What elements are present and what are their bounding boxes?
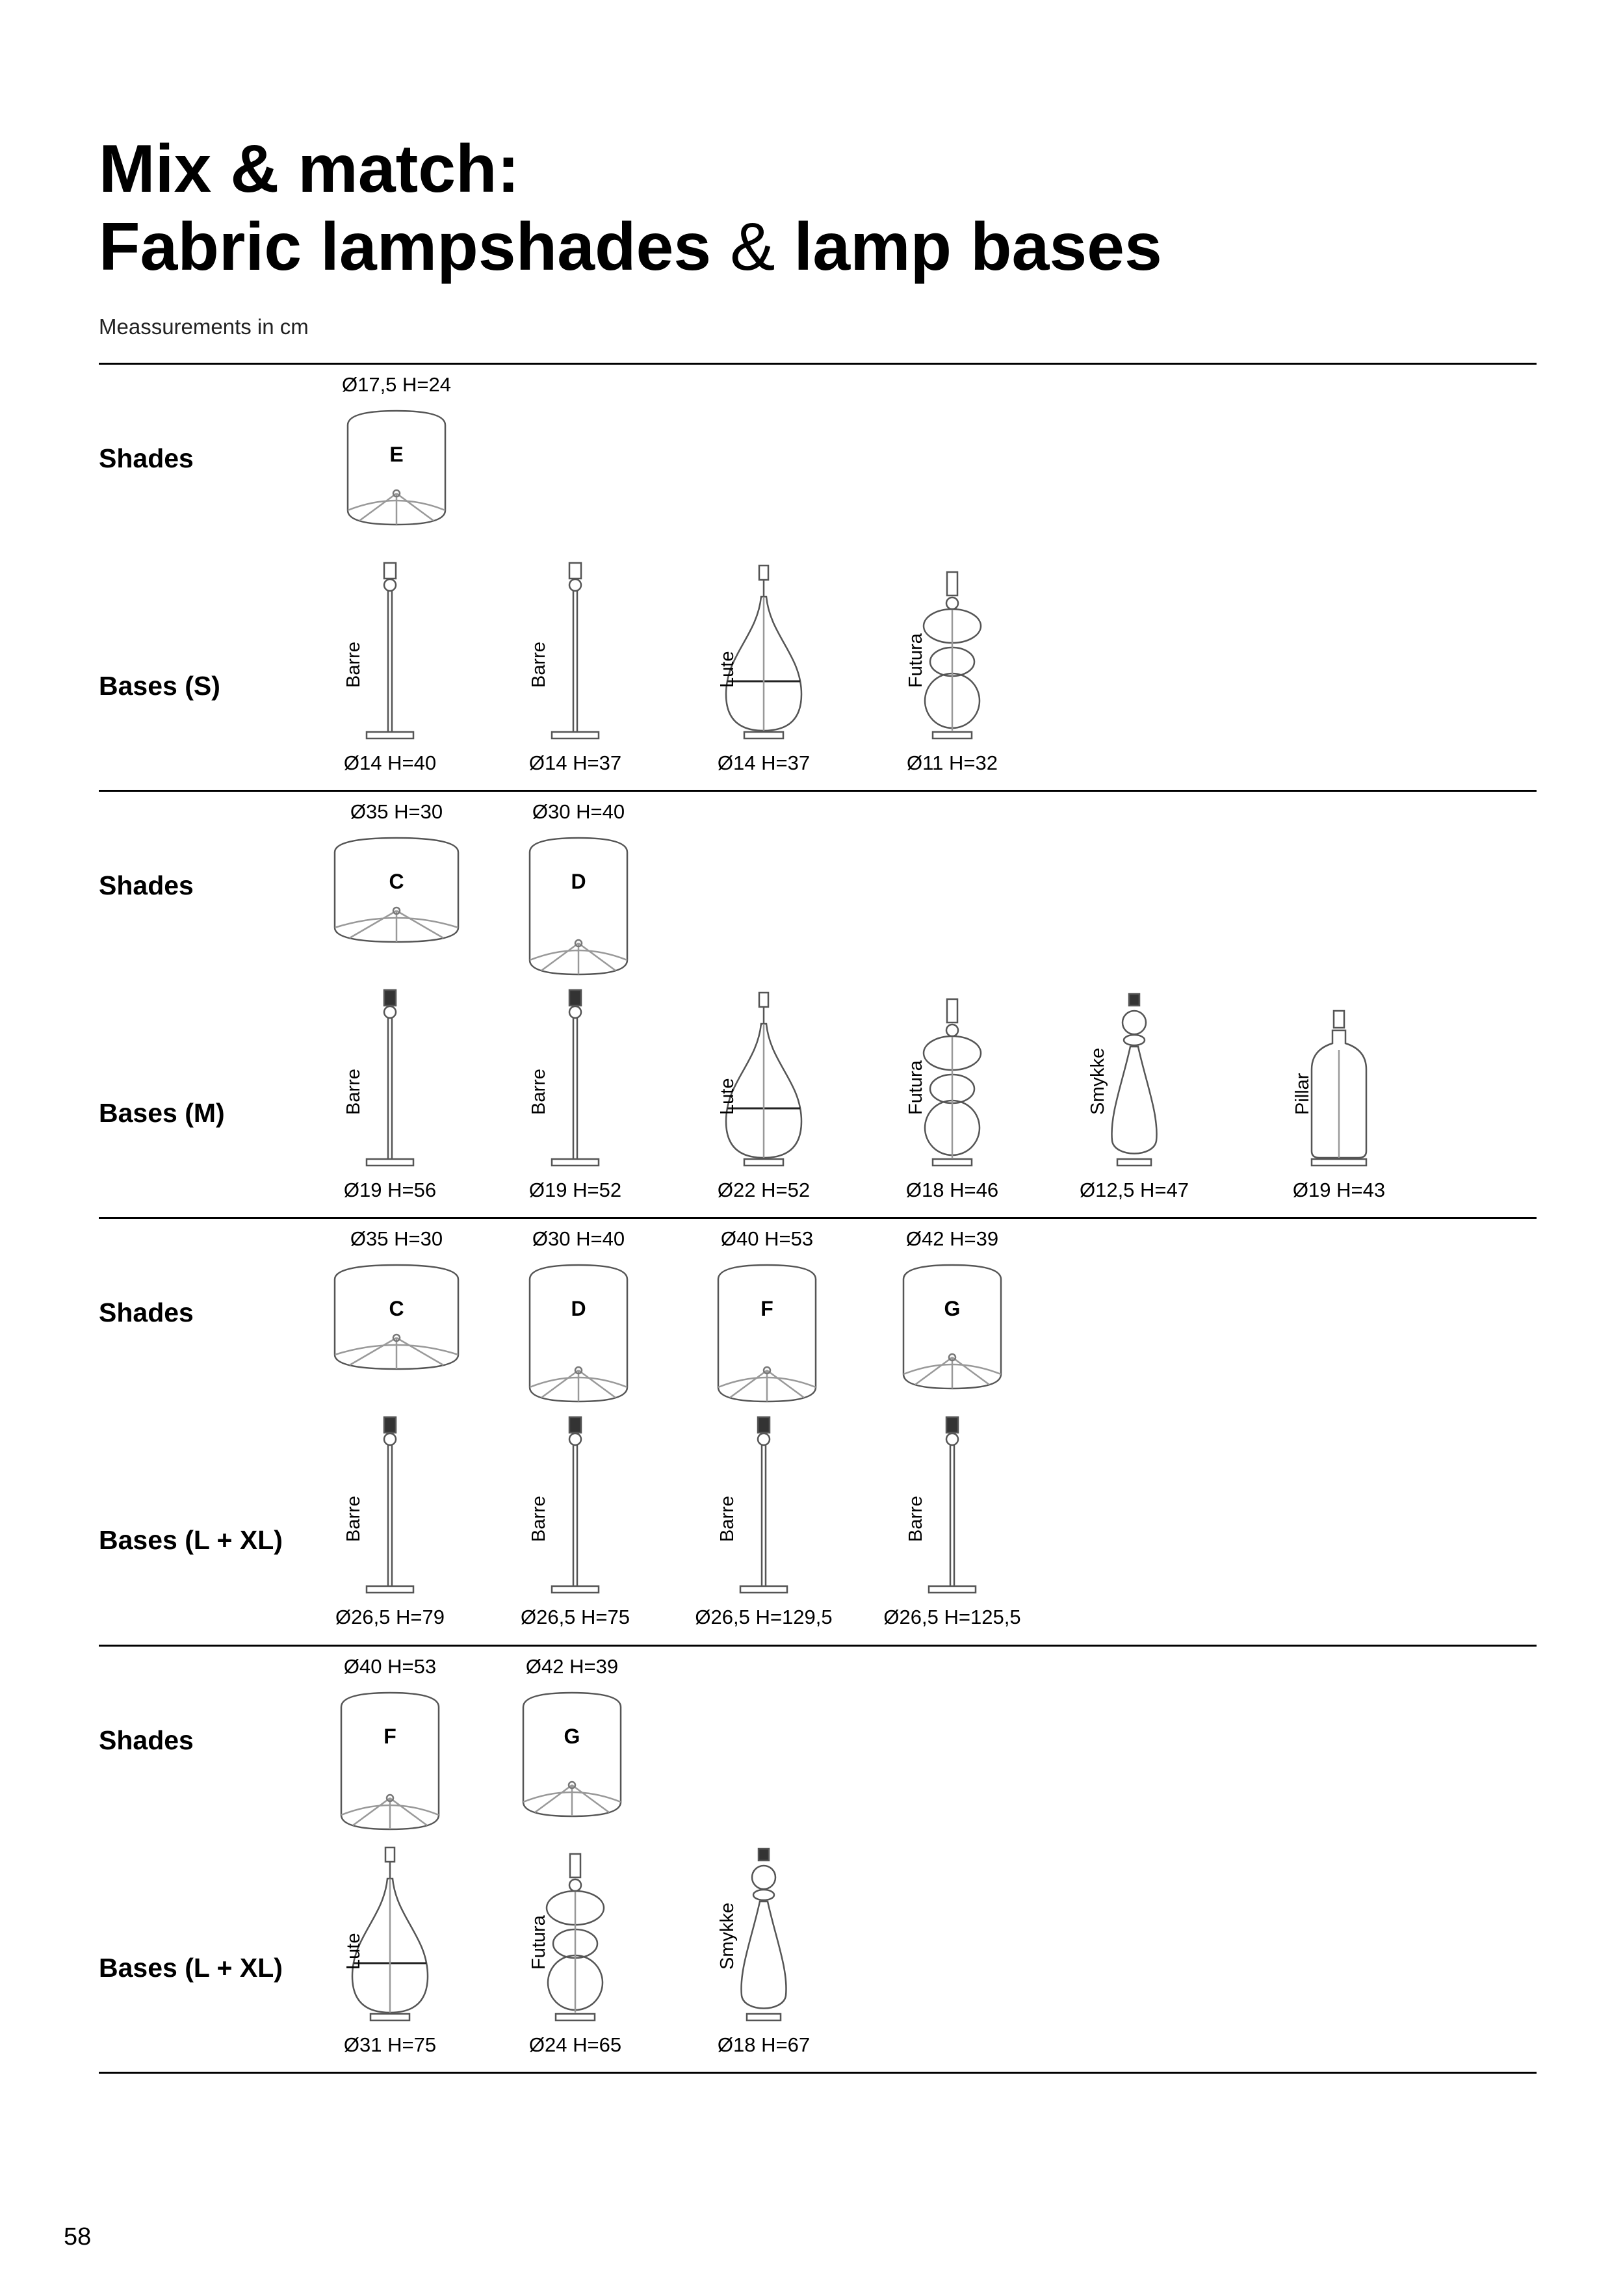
lampshade-drawing	[333, 1264, 460, 1370]
base-name-label: Futura	[905, 633, 926, 688]
shades-row-label: Shades	[99, 443, 194, 473]
page-number: 58	[64, 2223, 92, 2250]
base-name-label: Barre	[905, 1496, 926, 1542]
base-name-label: Barre	[343, 1496, 364, 1542]
divider	[99, 1645, 1537, 1647]
shade-measurement: Ø30 H=40	[532, 1227, 625, 1250]
base-name-label: Barre	[717, 1496, 738, 1542]
lampshade-drawing	[522, 1691, 622, 1818]
base-measurement: Ø19 H=52	[528, 1179, 622, 1201]
base-name-label: Barre	[343, 1069, 364, 1115]
base-name-label: Pillar	[1292, 1073, 1313, 1115]
base-name-label: Smykke	[1087, 1047, 1108, 1115]
base-measurement: Ø18 H=46	[905, 1179, 999, 1201]
bases-row-label: Bases (L + XL)	[99, 1953, 283, 1983]
bases-row-label: Bases (L + XL)	[99, 1525, 283, 1555]
bases-row-label: Bases (S)	[99, 671, 220, 701]
shade-letter: D	[571, 870, 586, 893]
base-name-label: Futura	[905, 1060, 926, 1115]
shades-row-label: Shades	[99, 1725, 194, 1755]
lampshade-drawing	[340, 1691, 440, 1831]
lampshade-drawing	[346, 410, 447, 526]
lampshade-drawing	[717, 1264, 817, 1403]
shades-row-label: Shades	[99, 870, 194, 900]
base-name-label: Lute	[717, 1078, 738, 1115]
bases-row-label: Bases (M)	[99, 1098, 225, 1128]
base-measurement: Ø19 H=56	[343, 1179, 437, 1201]
lampshade-drawing	[902, 1264, 1002, 1390]
divider	[99, 363, 1537, 365]
page-title	[99, 130, 1162, 286]
shade-letter: G	[564, 1725, 580, 1748]
base-measurement: Ø26,5 H=129,5	[695, 1606, 833, 1628]
base-measurement: Ø26,5 H=75	[520, 1606, 630, 1628]
base-measurement: Ø24 H=65	[528, 2033, 622, 2056]
shade-measurement: Ø40 H=53	[720, 1227, 814, 1250]
title-line-2	[99, 208, 1162, 286]
shade-letter: C	[389, 870, 404, 893]
divider	[99, 1217, 1537, 1219]
base-measurement: Ø14 H=37	[528, 751, 622, 774]
title-line-1: Mix & match:	[99, 131, 520, 207]
shade-measurement: Ø40 H=53	[343, 1655, 437, 1678]
shade-measurement: Ø35 H=30	[350, 800, 443, 823]
shade-letter: F	[760, 1297, 773, 1320]
base-name-label: Smykke	[717, 1902, 738, 1970]
title-ampersand: &	[730, 209, 775, 285]
base-name-label: Lute	[343, 1933, 364, 1970]
base-measurement: Ø31 H=75	[343, 2033, 437, 2056]
base-name-label: Futura	[528, 1915, 549, 1970]
base-measurement: Ø12,5 H=47	[1079, 1179, 1189, 1201]
shade-letter: F	[383, 1725, 396, 1748]
base-measurement: Ø14 H=37	[717, 751, 811, 774]
shades-row-label: Shades	[99, 1298, 194, 1327]
base-name-label: Barre	[528, 642, 549, 688]
shade-letter: C	[389, 1297, 404, 1320]
base-name-label: Lute	[717, 651, 738, 688]
shade-measurement: Ø42 H=39	[525, 1655, 619, 1678]
base-measurement: Ø22 H=52	[717, 1179, 811, 1201]
base-measurement: Ø14 H=40	[343, 751, 437, 774]
lampshade-drawing	[333, 837, 460, 943]
base-name-label: Barre	[528, 1069, 549, 1115]
shade-measurement: Ø35 H=30	[350, 1227, 443, 1250]
measurements-note: Meassurements in cm	[99, 315, 309, 339]
shade-letter: E	[389, 443, 404, 466]
shade-measurement: Ø17,5 H=24	[341, 373, 452, 396]
divider	[99, 790, 1537, 792]
base-name-label: Barre	[528, 1496, 549, 1542]
title-part-lamp-bases: lamp bases	[794, 209, 1162, 285]
shade-measurement: Ø30 H=40	[532, 800, 625, 823]
shade-letter: G	[944, 1297, 961, 1320]
base-measurement: Ø11 H=32	[907, 751, 998, 774]
lampshade-drawing	[528, 1264, 629, 1403]
divider	[99, 2072, 1537, 2074]
base-measurement: Ø26,5 H=79	[335, 1606, 445, 1628]
lampshade-drawing	[528, 837, 629, 976]
shade-measurement: Ø42 H=39	[905, 1227, 999, 1250]
base-measurement: Ø18 H=67	[717, 2033, 811, 2056]
base-measurement: Ø19 H=43	[1292, 1179, 1386, 1201]
shade-letter: D	[571, 1297, 586, 1320]
base-measurement: Ø26,5 H=125,5	[883, 1606, 1021, 1628]
base-name-label: Barre	[343, 642, 364, 688]
title-part-lampshades: Fabric lampshades	[99, 209, 712, 285]
